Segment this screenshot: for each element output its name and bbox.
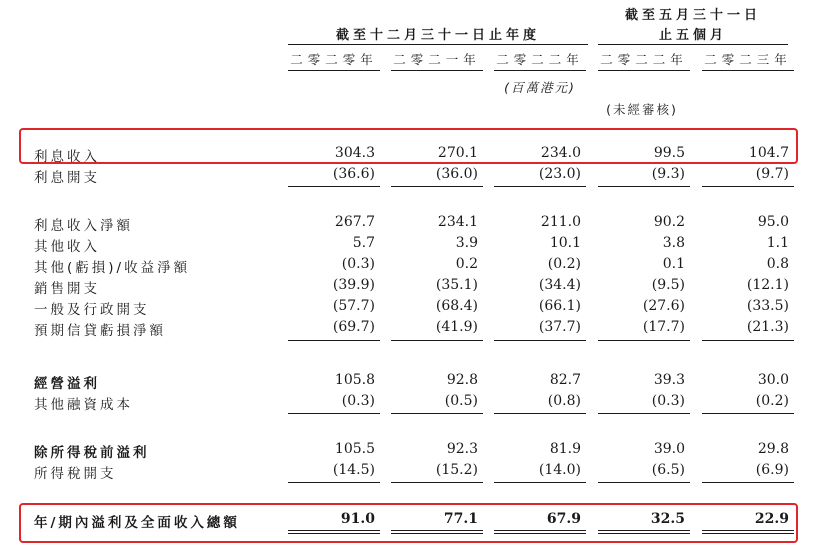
row-label: 經營溢利 xyxy=(34,376,100,392)
row-label-total: 年/期內溢利及全面收入總額 xyxy=(34,515,240,531)
total-cell: 67.9 xyxy=(546,511,581,527)
year-rule-5 xyxy=(702,70,794,71)
subtotal-rule xyxy=(288,482,380,483)
cell: (33.5) xyxy=(746,298,789,314)
cell: 105.5 xyxy=(334,441,375,457)
subtotal-rule xyxy=(702,186,794,187)
cell: 304.3 xyxy=(334,145,375,161)
cell: 0.8 xyxy=(766,256,789,272)
subtotal-rule xyxy=(288,340,380,341)
cell: 29.8 xyxy=(757,441,789,457)
subtotal-rule xyxy=(598,340,690,341)
cell: (0.3) xyxy=(651,393,685,409)
cell: (34.4) xyxy=(538,277,581,293)
period-header-line2: 止五個月 xyxy=(658,28,727,43)
cell: (27.6) xyxy=(642,298,685,314)
cell: (0.5) xyxy=(444,393,478,409)
total-double-rule xyxy=(702,530,794,531)
cell: 105.8 xyxy=(334,372,375,388)
row-label: 一般及行政開支 xyxy=(34,302,150,318)
cell: (21.3) xyxy=(746,319,789,335)
cell: (66.1) xyxy=(538,298,581,314)
row-label: 利息收入 xyxy=(34,149,100,165)
row-label: 其他(虧損)/收益淨額 xyxy=(34,260,191,276)
total-double-rule xyxy=(391,533,483,534)
subtotal-rule xyxy=(391,413,483,414)
cell: (9.5) xyxy=(651,277,685,293)
total-cell: 32.5 xyxy=(650,511,685,527)
unit-label: (百萬港元) xyxy=(504,80,576,95)
row-label: 除所得稅前溢利 xyxy=(34,445,150,461)
cell: (0.3) xyxy=(341,256,375,272)
subtotal-rule xyxy=(288,186,380,187)
cell: 82.7 xyxy=(549,372,581,388)
subtotal-rule xyxy=(391,482,483,483)
row-label: 所得稅開支 xyxy=(34,466,117,482)
cell: 104.7 xyxy=(748,145,789,161)
total-double-rule xyxy=(391,530,483,531)
row-label: 其他融資成本 xyxy=(34,397,133,413)
year-rule-2 xyxy=(391,70,483,71)
cell: 1.1 xyxy=(766,235,789,251)
year-col-1: 二零二零年 xyxy=(290,52,378,67)
row-label: 銷售開支 xyxy=(34,281,100,297)
row-label: 其他收入 xyxy=(34,239,100,255)
year-rule-4 xyxy=(598,70,690,71)
cell: 3.8 xyxy=(662,235,685,251)
cell: 211.0 xyxy=(540,214,581,230)
total-cell: 91.0 xyxy=(340,511,375,527)
cell: 267.7 xyxy=(334,214,375,230)
subtotal-rule xyxy=(391,340,483,341)
cell: (9.7) xyxy=(755,166,789,182)
cell: 39.0 xyxy=(653,441,685,457)
cell: (69.7) xyxy=(332,319,375,335)
row-label: 利息收入淨額 xyxy=(34,218,133,234)
cell: (57.7) xyxy=(332,298,375,314)
total-double-rule xyxy=(288,530,380,531)
subtotal-rule xyxy=(494,482,586,483)
cell: (9.3) xyxy=(651,166,685,182)
cell: 92.8 xyxy=(446,372,478,388)
subtotal-rule xyxy=(391,186,483,187)
cell: (36.6) xyxy=(332,166,375,182)
total-cell: 77.1 xyxy=(443,511,478,527)
cell: (41.9) xyxy=(435,319,478,335)
cell: (12.1) xyxy=(746,277,789,293)
cell: (6.9) xyxy=(755,462,789,478)
cell: 270.1 xyxy=(437,145,478,161)
cell: (15.2) xyxy=(435,462,478,478)
cell: 0.2 xyxy=(455,256,478,272)
subtotal-rule xyxy=(598,186,690,187)
cell: (36.0) xyxy=(435,166,478,182)
fiscal-year-header: 截至十二月三十一日止年度 xyxy=(335,28,540,43)
cell: 3.9 xyxy=(455,235,478,251)
total-double-rule xyxy=(494,530,586,531)
year-rule-3 xyxy=(494,70,586,71)
cell: 99.5 xyxy=(653,145,685,161)
cell: 81.9 xyxy=(549,441,581,457)
subtotal-rule xyxy=(702,413,794,414)
subtotal-rule xyxy=(702,340,794,341)
cell: 30.0 xyxy=(757,372,789,388)
year-col-4: 二零二二年 xyxy=(600,52,688,67)
total-double-rule xyxy=(288,533,380,534)
cell: (0.2) xyxy=(547,256,581,272)
cell: (6.5) xyxy=(651,462,685,478)
total-double-rule xyxy=(494,533,586,534)
row-label: 利息開支 xyxy=(34,170,100,186)
subtotal-rule xyxy=(494,340,586,341)
subtotal-rule xyxy=(288,413,380,414)
cell: 92.3 xyxy=(446,441,478,457)
period-header-line1: 截至五月三十一日 xyxy=(624,8,761,23)
subtotal-rule xyxy=(494,186,586,187)
total-double-rule xyxy=(598,533,690,534)
cell: (0.3) xyxy=(341,393,375,409)
cell: 234.0 xyxy=(540,145,581,161)
cell: (35.1) xyxy=(435,277,478,293)
year-col-3: 二零二二年 xyxy=(496,52,584,67)
cell: 0.1 xyxy=(662,256,685,272)
cell: 90.2 xyxy=(653,214,685,230)
subtotal-rule xyxy=(702,482,794,483)
period-header-rule xyxy=(598,44,788,45)
subtotal-rule xyxy=(494,413,586,414)
subtotal-rule xyxy=(598,482,690,483)
subtotal-rule xyxy=(598,413,690,414)
year-col-5: 二零二三年 xyxy=(704,52,792,67)
year-col-2: 二零二一年 xyxy=(393,52,481,67)
cell: 39.3 xyxy=(653,372,685,388)
cell: (0.2) xyxy=(755,393,789,409)
year-rule-1 xyxy=(288,70,380,71)
cell: (23.0) xyxy=(538,166,581,182)
cell: (68.4) xyxy=(435,298,478,314)
cell: 5.7 xyxy=(352,235,375,251)
total-double-rule xyxy=(598,530,690,531)
cell: (0.8) xyxy=(547,393,581,409)
unaudited-label: (未經審核) xyxy=(606,102,678,117)
cell: (14.0) xyxy=(538,462,581,478)
cell: 10.1 xyxy=(549,235,581,251)
cell: (14.5) xyxy=(332,462,375,478)
cell: 95.0 xyxy=(757,214,789,230)
cell: (39.9) xyxy=(332,277,375,293)
cell: 234.1 xyxy=(437,214,478,230)
cell: (17.7) xyxy=(642,319,685,335)
fy-header-rule xyxy=(288,44,588,45)
total-cell: 22.9 xyxy=(754,511,789,527)
cell: (37.7) xyxy=(538,319,581,335)
total-double-rule xyxy=(702,533,794,534)
row-label: 預期信貸虧損淨額 xyxy=(34,323,166,339)
